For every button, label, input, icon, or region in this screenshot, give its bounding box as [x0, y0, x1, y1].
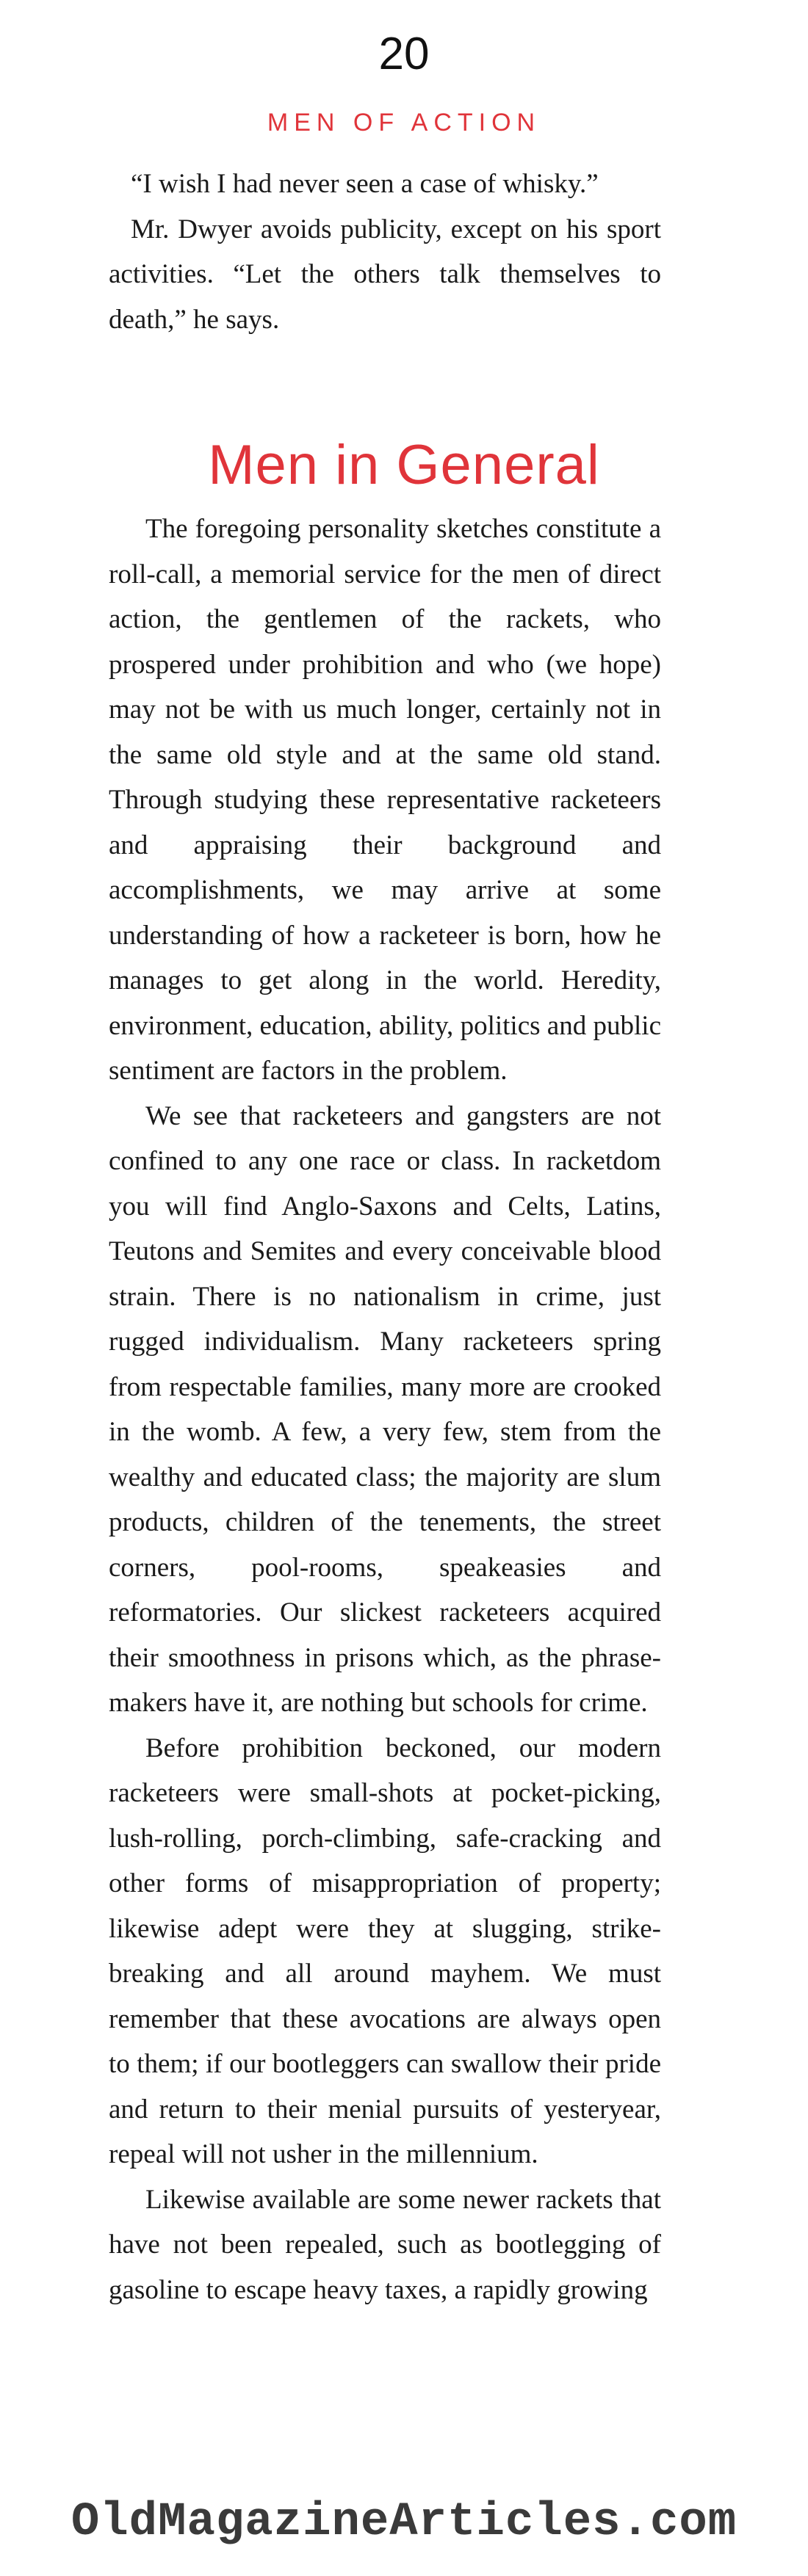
- page-number: 20: [378, 29, 430, 79]
- site-watermark-logo: OldMagazineArticles.com: [71, 2496, 737, 2549]
- body-paragraph: We see that racketeers and gangsters are not confined to any one race or class. In racketdom you will find Anglo-Saxons and Celts, Latins, Teutons and Semites and every conceivable blood strain. There is no nationalism in crime, just rugged individualism. Many racketeers spring from respectable families, many more are crooked in the womb. A few, a very few, stem from the wealthy and educated class; the majority are slum products, children of the tenements, the street corners, pool-rooms, speakeasies and reformatories. Our slickest racketeers acquired their smoothness in prisons which, as the phrase-makers have it, are nothing but schools for crime.: [109, 1100, 661, 1718]
- intro-paragraph: Mr. Dwyer avoids publicity, except on his sport activities. “Let the others talk themselves to death,” he says.: [109, 214, 661, 335]
- body-paragraph: Likewise available are some newer rackets that have not been repealed, such as bootlegging of gasoline to escape heavy taxes, a rapidly growing: [109, 2184, 661, 2305]
- body-paragraph: The foregoing personality sketches constitute a roll-call, a memorial service for the men of direct action, the gentlemen of the rackets, who prospered under prohibition and who (we hope) may not be with us much longer, certainly not in the same old style and at the same old stand. Through studying these representative racketeers and appraising their background and accomplishments, we may arrive at some understanding of how a racketeer is born, how he manages to get along in the world. Heredity, environment, education, ability, politics and public sentiment are factors in the problem.: [109, 514, 661, 1086]
- section-title: Men in General: [208, 434, 600, 496]
- running-head: MEN OF ACTION: [267, 109, 541, 137]
- body-paragraph: Before prohibition beckoned, our modern racketeers were small-shots at pocket-picking, lush-rolling, porch-climbing, safe-cracking and other forms of misappropriation of property; likewise adept were they at slugging, strike-breaking and all around mayhem. We must remember that these avocations are always open to them; if our bootleggers can swallow their pride and return to their menial pursuits of yesteryear, repeal will not usher in the millennium.: [109, 1733, 661, 2169]
- article-body: [109, 507, 661, 2312]
- intro-paragraph: “I wish I had never seen a case of whisky.”: [131, 169, 599, 199]
- intro-text: [109, 162, 661, 342]
